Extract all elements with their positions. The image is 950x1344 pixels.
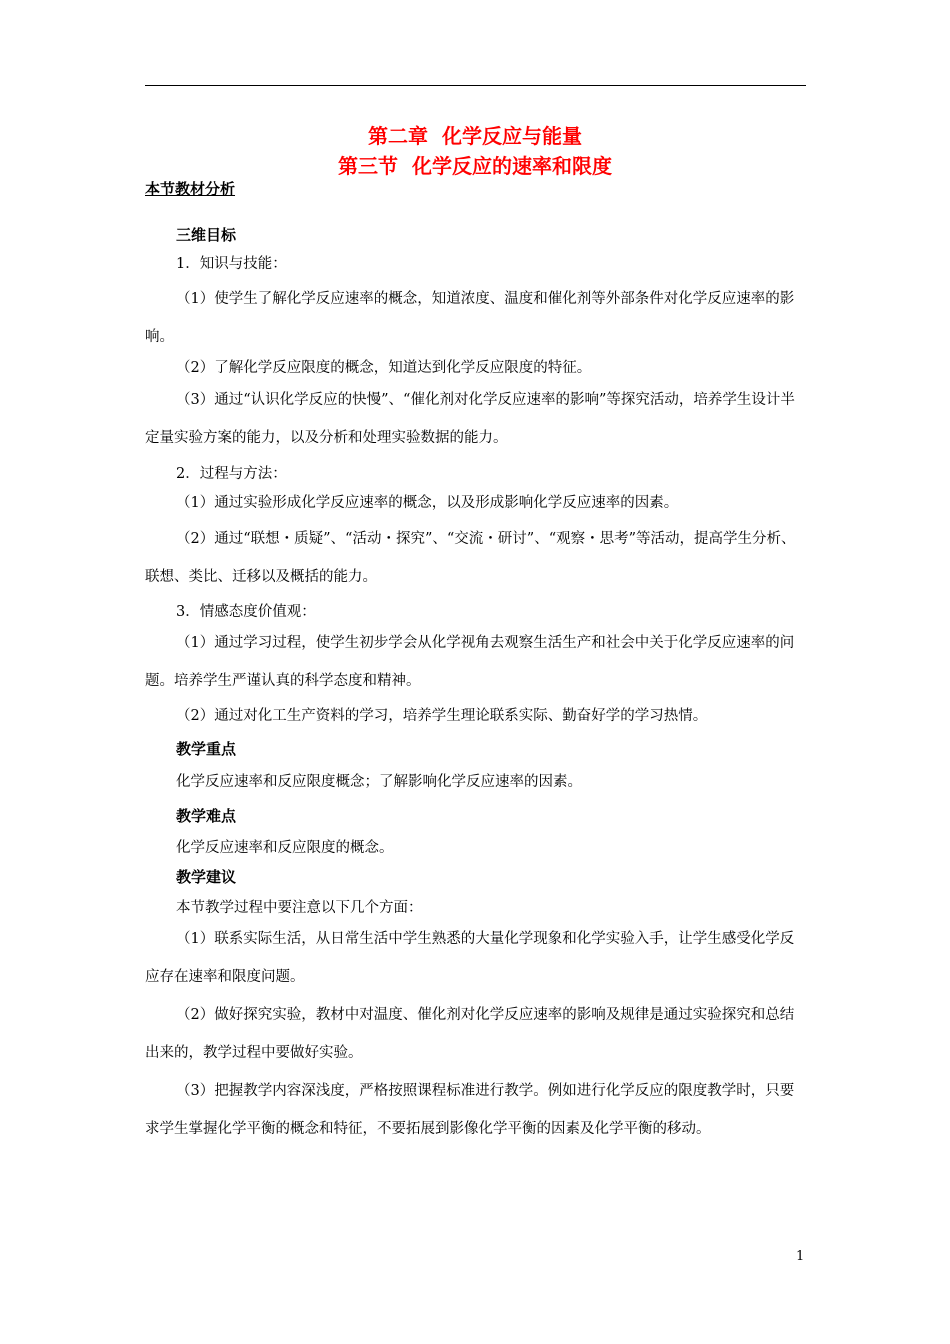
- header-rule: [145, 85, 806, 86]
- suggestions-intro: 本节教学过程中要注意以下几个方面：: [176, 900, 423, 916]
- process-label: 2．过程与方法：: [176, 466, 287, 482]
- emotion-item-2: （2）通过对化工生产资料的学习，培养学生理论联系实际、勤奋好学的学习热情。: [176, 708, 708, 724]
- process-item-1: （1）通过实验形成化学反应速率的概念，以及形成影响化学反应速率的因素。: [176, 495, 679, 511]
- difficulties-text: 化学反应速率和反应限度的概念。: [176, 840, 394, 856]
- chapter-title: 第二章 化学反应与能量: [368, 124, 582, 148]
- knowledge-item-1: （1）使学生了解化学反应速率的概念，知道浓度、温度和催化剂等外部条件对化学反应速率的影响。: [145, 291, 795, 345]
- knowledge-item-2: （2）了解化学反应限度的概念，知道达到化学反应限度的特征。: [176, 360, 592, 376]
- goals-heading: 三维目标: [176, 226, 237, 244]
- suggestion-item-1: （1）联系实际生活，从日常生活中学生熟悉的大量化学现象和化学实验入手，让学生感受化学反应存在速率和限度问题。: [145, 931, 795, 985]
- suggestion-item-3: （3）把握教学内容深浅度，严格按照课程标准进行教学。例如进行化学反应的限度教学时，只要求学生掌握化学平衡的概念和特征，不要拓展到影像化学平衡的因素及化学平衡的移动。: [145, 1083, 795, 1137]
- difficulties-heading: 教学难点: [176, 807, 237, 825]
- knowledge-label: 1．知识与技能：: [176, 256, 287, 272]
- key-points-heading: 教学重点: [176, 740, 237, 758]
- emotion-item-1: （1）通过学习过程，使学生初步学会从化学视角去观察生活生产和社会中关于化学反应速率的问题。培养学生严谨认真的科学态度和精神。: [145, 635, 795, 689]
- emotion-label: 3．情感态度价值观：: [176, 604, 316, 620]
- suggestion-item-2: （2）做好探究实验，教材中对温度、催化剂对化学反应速率的影响及规律是通过实验探究和总结出来的，教学过程中要做好实验。: [145, 1007, 795, 1061]
- page-number: 1: [796, 1249, 805, 1264]
- process-item-2: （2）通过“联想・质疑”、“活动・探究”、“交流・研讨”、“观察・思考”等活动，提高学生分析、联想、类比、迁移以及概括的能力。: [145, 531, 796, 585]
- analysis-heading: 本节教材分析: [145, 180, 236, 198]
- key-points-text: 化学反应速率和反应限度概念；了解影响化学反应速率的因素。: [176, 774, 582, 790]
- section-title: 第三节 化学反应的速率和限度: [338, 154, 612, 178]
- suggestions-heading: 教学建议: [176, 868, 237, 886]
- knowledge-item-3: （3）通过“认识化学反应的快慢”、“催化剂对化学反应速率的影响”等探究活动，培养学生设计半定量实验方案的能力，以及分析和处理实验数据的能力。: [145, 392, 795, 446]
